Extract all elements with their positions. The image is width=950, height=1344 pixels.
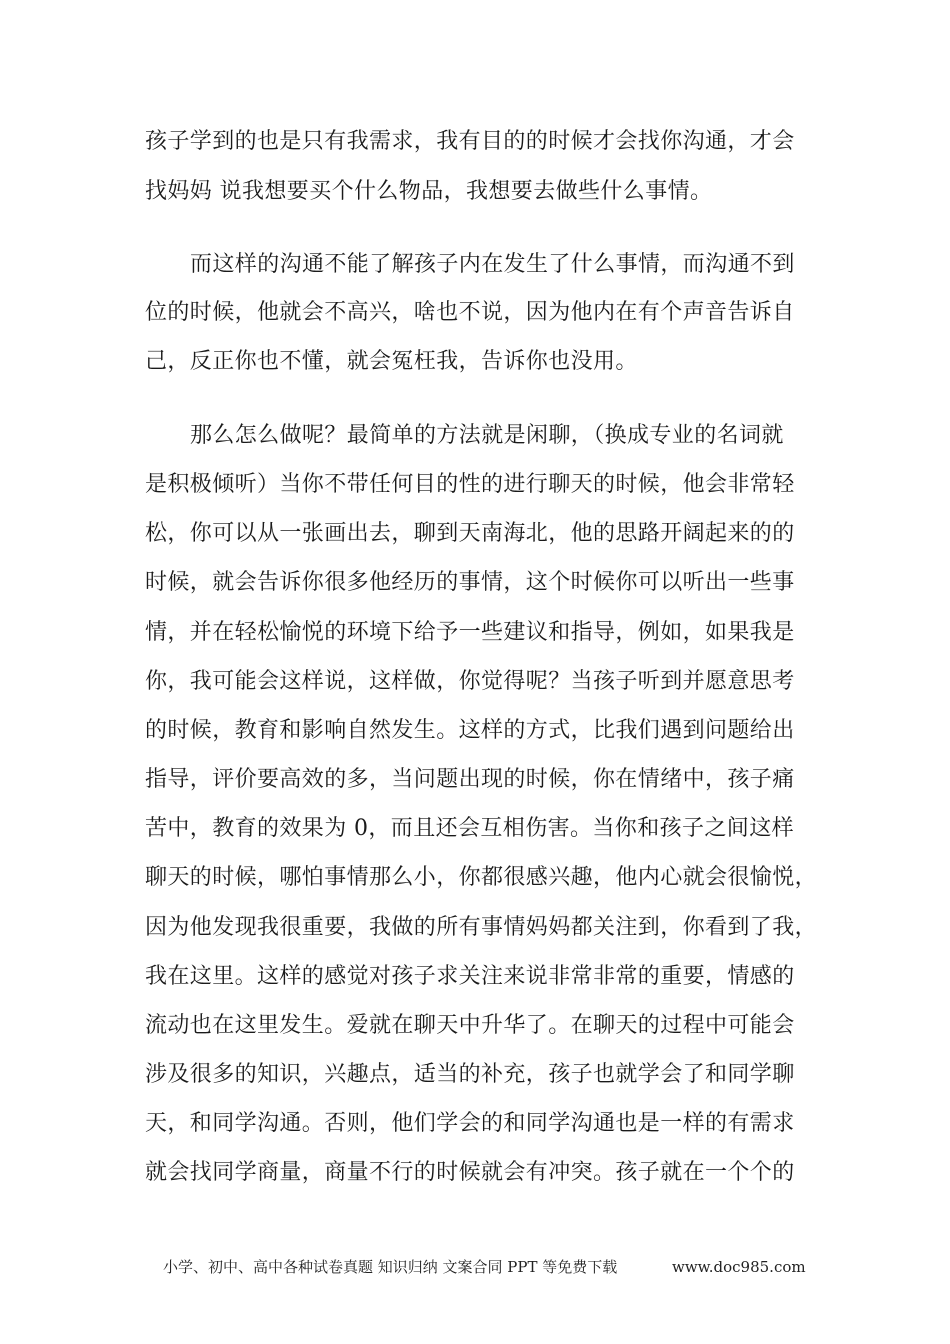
body-text-line: 孩子学到的也是只有我需求，我有目的的时候才会找你沟通，才会 [145, 129, 795, 154]
body-text-line: 找妈妈 说我想要买个什么物品，我想要去做些什么事情。 [145, 179, 713, 204]
body-text-line: 情，并在轻松愉悦的环境下给予一些建议和指导，例如，如果我是 [145, 620, 795, 645]
body-text-line: 涉及很多的知识，兴趣点，适当的补充，孩子也就学会了和同学聊 [145, 1062, 795, 1087]
page-footer [0, 1255, 950, 1279]
body-text-line: 而这样的沟通不能了解孩子内在发生了什么事情，而沟通不到 [190, 252, 795, 277]
body-text-line: 苦中，教育的效果为 0，而且还会互相伤害。当你和孩子之间这样 [145, 816, 794, 841]
body-text-line: 因为他发现我很重要，我做的所有事情妈妈都关注到，你看到了我， [145, 915, 818, 940]
body-text-line: 流动也在这里发生。爱就在聊天中升华了。在聊天的过程中可能会 [145, 1013, 795, 1038]
footer-website-link[interactable]: www.doc985.com [672, 1258, 806, 1276]
body-text-line: 己，反正你也不懂，就会冤枉我，告诉你也没用。 [145, 349, 638, 374]
body-text-line: 的时候，教育和影响自然发生。这样的方式，比我们遇到问题给出 [145, 718, 795, 743]
body-text-line: 天，和同学沟通。否则，他们学会的和同学沟通也是一样的有需求 [145, 1111, 795, 1136]
body-text-line: 你，我可能会这样说，这样做，你觉得呢？当孩子听到并愿意思考 [145, 669, 795, 694]
body-text-line: 就会找同学商量，商量不行的时候就会有冲突。孩子就在一个个的 [145, 1160, 795, 1185]
body-text-line: 指导，评价要高效的多，当问题出现的时候，你在情绪中，孩子痛 [145, 767, 795, 792]
body-text-line: 位的时候，他就会不高兴，啥也不说，因为他内在有个声音告诉自 [145, 300, 795, 325]
body-text-line: 时候，就会告诉你很多他经历的事情，这个时候你可以听出一些事 [145, 570, 795, 595]
footer-promo-text: 小学、初中、高中各种试卷真题 知识归纳 文案合同 PPT 等免费下载 [163, 1258, 618, 1276]
body-text-line: 松，你可以从一张画出去，聊到天南海北，他的思路开阔起来的的 [145, 521, 795, 546]
body-text-line: 是积极倾听）当你不带任何目的性的进行聊天的时候，他会非常轻 [145, 472, 795, 497]
body-text-line: 我在这里。这样的感觉对孩子求关注来说非常非常的重要，情感的 [145, 964, 795, 989]
body-text-line: 那么怎么做呢？最简单的方法就是闲聊，（换成专业的名词就 [190, 423, 784, 448]
body-text-line: 聊天的时候，哪怕事情那么小，你都很感兴趣，他内心就会很愉悦， [145, 865, 818, 890]
